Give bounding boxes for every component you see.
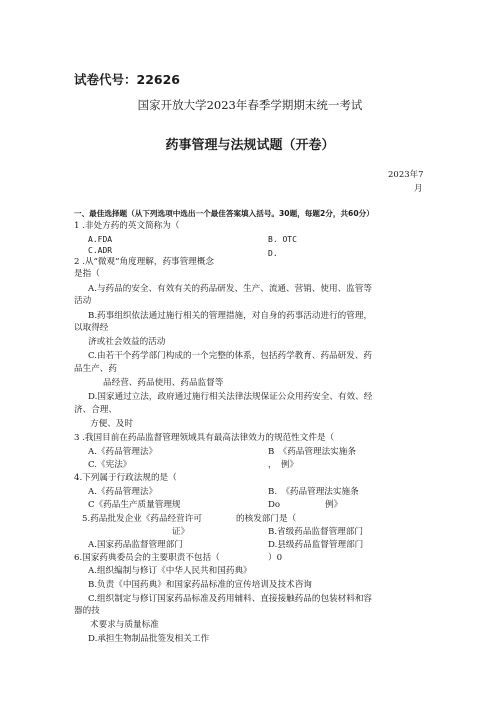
q1-option-d: D. — [268, 249, 278, 258]
q2-option-b-line2: 以取得经 — [74, 323, 109, 333]
q2-option-c-line1: C.由若干个药学部门构成的一个完整的体系，包括药学教育、药品研发、药 — [88, 351, 373, 361]
q4-stem: 4.下列属于行政法规的是（ — [74, 473, 177, 483]
q4-option-b-line2: 例》 — [325, 500, 343, 510]
q5-stem-line1: 5.药品批发企业《药品经营许可 — [82, 514, 202, 524]
q3-stem: 3 .我国目前在药品监督管理领域具有最高法律效力的规范性文件是（ — [74, 433, 335, 443]
q6-option-c-line3: 术要求与质量标准 — [90, 620, 159, 630]
q2-option-a-line1: A.与药品的安全、有效有关的药品研发、生产、流通、营销、使用、监管等 — [88, 284, 372, 294]
q1-option-a: A.FDA — [88, 235, 113, 244]
q6-option-c-line1: C.组织制定与修订国家药品标准及药用辅料、直接接触药品的包装材料和容 — [88, 594, 373, 604]
q5-option-a: A.国家药品监督管理部门 — [88, 540, 183, 550]
q5-stem-line3: 证》 — [172, 527, 190, 537]
q2-option-d-line2: 济、合理、 — [74, 405, 117, 415]
q6-option-c-line2: 器的技 — [74, 606, 100, 616]
q6-option-a: A.组织编制与修订《中华人民共和国药典》 — [88, 566, 252, 576]
q2-stem-line2: 是指（ — [74, 269, 100, 279]
q2-option-a-line2: 活动 — [74, 296, 92, 306]
q2-option-b-line3: 济或社会效益的活动 — [88, 337, 166, 347]
q4-option-d-marker: Do — [268, 500, 281, 510]
q2-stem-line1: 2 .从“微观”角度理解，药事管理概念 — [74, 257, 215, 267]
q1-stem: 1 .非处方药的英文简称为（ — [74, 221, 180, 231]
q2-option-d-line3: 方便、及时 — [90, 419, 133, 429]
q5-option-b: B.省级药品监督管理部门 — [268, 527, 363, 537]
q3-option-a: A.《药品管理法》 — [88, 447, 158, 457]
q3-option-b-line1: B 《药品管理法实施条 — [268, 447, 356, 457]
q6-option-d: D.承担生物制品批签发相关工作 — [88, 634, 210, 644]
q6-option-b: B.负责《中国药典》和国家药品标准的宣传培训及技术咨询 — [88, 580, 312, 590]
q2-option-c-line3: 品经营、药品使用、药品监督等 — [103, 378, 224, 388]
q6-stem-line2: ）0 — [268, 553, 283, 563]
q1-option-c: C.ADR — [88, 246, 113, 255]
q6-stem-line1: 6.国家药典委员会的主要职责不包括（ — [74, 553, 220, 563]
q5-stem-line2: 的核发部门是（ — [236, 514, 297, 524]
q1-option-b: B. OTC — [268, 235, 297, 244]
section-heading: 一、最佳选择题（从下列选项中选出一个最佳答案填入括号。30题，每题2分，共60分） — [74, 209, 374, 218]
q2-option-d-line1: D.国家通过立法，政府通过施行相关法律法规保证公众用药安全、有效、经 — [88, 392, 373, 402]
q4-option-a: A.《药品管理法》 — [88, 487, 158, 497]
q4-option-c: C《药品生产质量管理规 — [88, 500, 181, 510]
q2-option-c-line2: 品生产、药 — [74, 364, 117, 374]
exam-code: 试卷代号：22626 — [74, 72, 180, 87]
university-line: 国家开放大学2023年春季学期期末统一考试 — [137, 98, 363, 112]
q4-option-b-line1: B. 《药品管理法实施条 — [268, 487, 359, 497]
q3-option-b-line2: ， 例》 — [268, 460, 299, 470]
q3-option-c: C.《宪法》 — [88, 460, 132, 470]
exam-date-year: 2023年7 — [388, 170, 424, 180]
q5-option-d: D.县级药品监督管理部门 — [268, 540, 364, 550]
exam-date-month: 月 — [414, 184, 423, 194]
q2-option-b-line1: B.药事组织依法通过施行相关的管理措施，对自身的药事活动进行的管理， — [88, 311, 373, 321]
exam-title: 药事管理与法规试题（开卷） — [165, 138, 335, 153]
